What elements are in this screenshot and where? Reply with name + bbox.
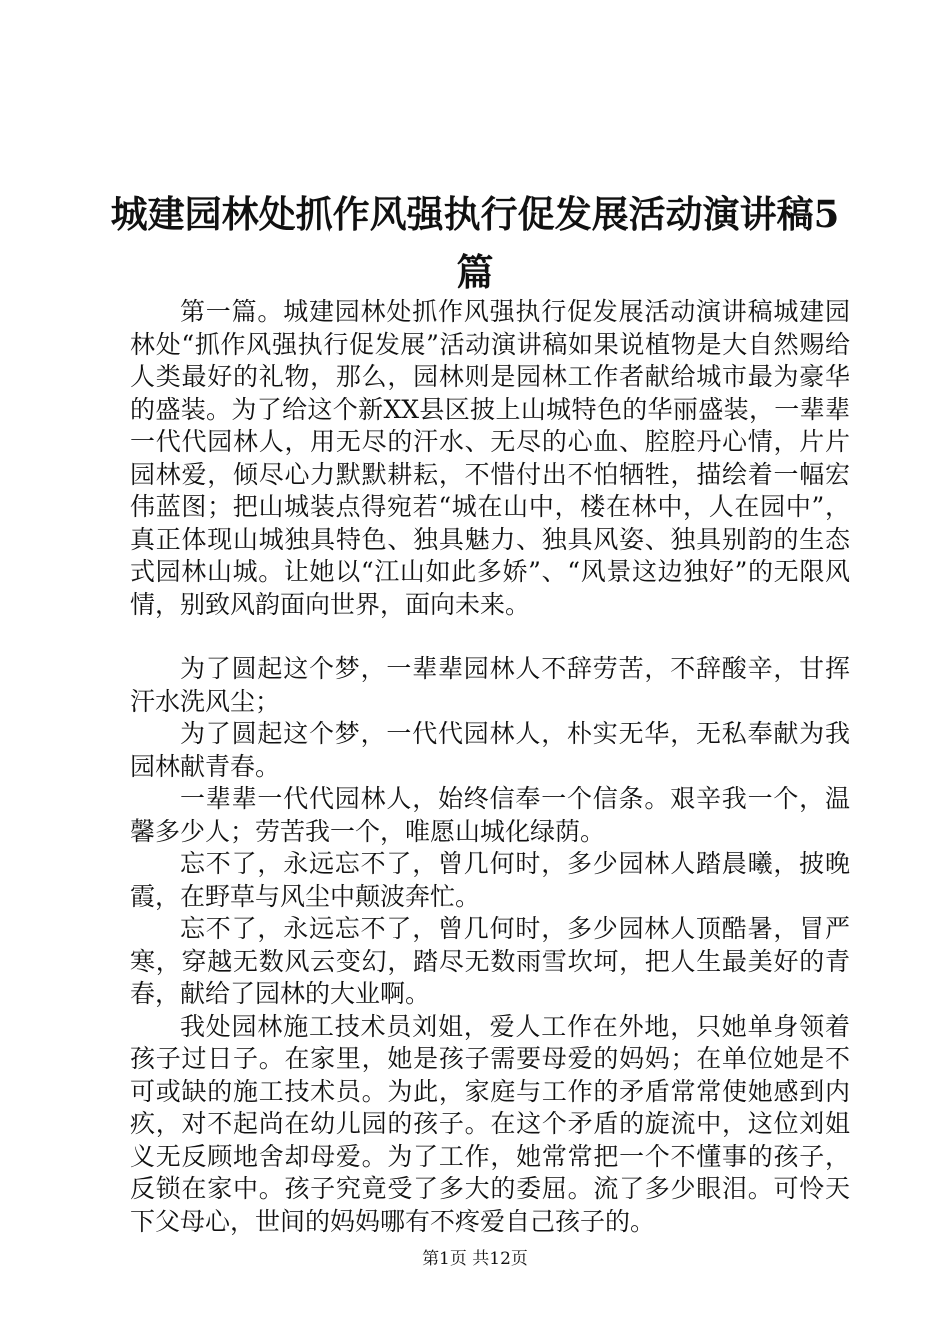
document-title: 城建园林处抓作风强执行促发展活动演讲稿5篇 [110,191,840,294]
paragraph: 一辈辈一代代园林人，始终信奉一个信条。艰辛我一个，温馨多少人；劳苦我一个，唯愿山城化绿荫。 [130,784,850,846]
document-body [130,296,850,1238]
paragraph: 忘不了，永远忘不了，曾几何时，多少园林人顶酷暑，冒严寒，穿越无数风云变幻，踏尽无数雨雪坎坷，把人生最美好的青春，献给了园林的大业啊。 [130,914,850,1008]
paragraph: 为了圆起这个梦，一辈辈园林人不辞劳苦，不辞酸辛，甘挥汗水洗风尘； [130,654,850,716]
page-number-footer: 第1页 共12页 [422,1249,528,1269]
paragraph: 忘不了，永远忘不了，曾几何时，多少园林人踏晨曦，披晚霞，在野草与风尘中颠波奔忙。 [130,849,850,911]
paragraph: 我处园林施工技术员刘姐，爱人工作在外地，只她单身领着孩子过日子。在家里，她是孩子需要母爱的妈妈；在单位她是不可或缺的施工技术员。为此，家庭与工作的矛盾常常使她感到内疚，对不起尚在幼儿园的孩子。在这个矛盾的旋流中，这位刘姐义无反顾地舍却母爱。为了工作，她常常把一个不懂事的孩子，反锁在家中。孩子究竟受了多大的委屈。流了多少眼泪。可怜天下父母心，世间的妈妈哪有不疼爱自己孩子的。 [130,1011,850,1236]
paragraph: 第一篇。城建园林处抓作风强执行促发展活动演讲稿城建园林处“抓作风强执行促发展”活动演讲稿如果说植物是大自然赐给人类最好的礼物，那么，园林则是园林工作者献给城市最为豪华的盛装。为了给这个新XX县区披上山城特色的华丽盛装，一辈辈一代代园林人，用无尽的汗水、无尽的心血、腔腔丹心情，片片园林爱，倾尽心力默默耕耘，不惜付出不怕牺牲，描绘着一幅宏伟蓝图；把山城装点得宛若“城在山中，楼在林中，人在园中”，真正体现山城独具特色、独具魅力、独具风姿、独具别韵的生态式园林山城。让她以“江山如此多娇”、“风景这边独好”的无限风情，别致风韵面向世界，面向未来。 [130,297,850,619]
paragraph: 为了圆起这个梦，一代代园林人，朴实无华，无私奉献为我园林献青春。 [130,719,850,781]
